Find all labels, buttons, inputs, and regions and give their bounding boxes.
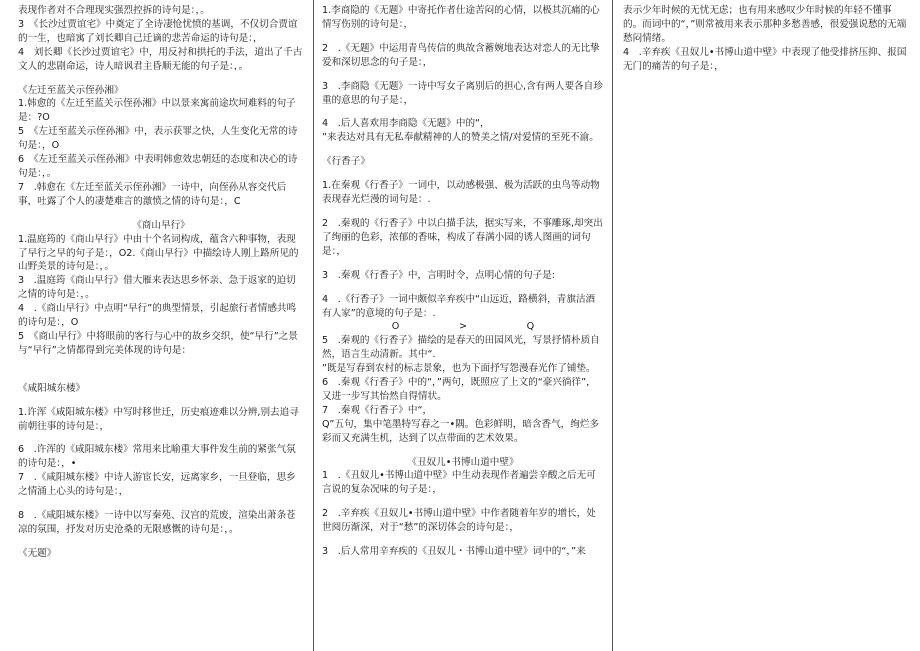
question-text: 2 .《无题》中运用青鸟传信的典故含蓄婉地表达对恋人的无比挚爱和深切思念的句子是：， [322,42,600,68]
spacer [322,535,604,545]
stray-mark: > [458,321,468,333]
section-heading: 《商山早行》 [132,219,190,231]
question-text: 3 .温庭筠《商山早行》借大雁来表达思乡怀亲、急于返家的迫切之情的诗句是：，。 [18,275,296,301]
question-text: 1.韩愈的《左迁至蓝关示侄孙湘》中以景来寓前途坎坷难料的句子是：?O [18,98,296,124]
question-text: 1.在秦观《行香子》一词中，以动感极强、极为活跃的虫鸟等动物表现春光烂漫的词句是：. [322,180,600,206]
spacer [322,497,604,507]
question-text: Q”五句，集中笔墨特写春之一•隅。色彩鲜明，暗含香气，绚烂多彩而又充满生机，达到了以点带面的艺术效果。 [322,418,600,444]
spacer [322,283,604,293]
question-text: 2 .辛弃疾《丑奴儿•书博山道中壁》中作者随着年岁的增长，处世阅历渐深，对于“愁”的深切体会的诗句是：， [322,508,596,534]
spacer [322,259,604,269]
question-text: 4 .辛弃疾《丑奴儿•书博山道中壁》中表现了他受排挤压抑、报国无门的痛苦的句子是：， [623,46,907,72]
column-divider-2 [612,0,613,651]
spacer [18,433,304,443]
question-text: 7 .秦观《行香子》中“， [322,404,433,416]
question-text: 4 .后人喜欢用李商隐《无题》中的“， [322,118,490,130]
stray-mark: O [391,321,400,333]
spacer [322,107,604,117]
question-text: 表现作者对不合理现实强烈控拆的诗句是：，。 [18,5,210,16]
question-text: 3 .秦观《行香子》中，言明时令，点明心情的句子是: [322,269,556,281]
question-text: 4 刘长卿《长沙过贾谊宅》中，用反衬和拱托的手法，道出了千古文人的悲剧命运，诗人暗讽君主昏顺无能的句子是：，。 [18,46,303,72]
question-text: 3 《长沙过贾谊宅》中奠定了全诗凄怆忧愤的基调，不仅切合贾谊的一生，也暗寓了刘长卿自己迁谪的悲苦命运的诗句是：， [18,18,298,44]
question-text: 《左迁至蓝关示侄孙湘》 [18,84,124,96]
spacer [322,32,604,42]
question-text: 表示少年时候的无忧无虑；也有用来感叹少年时候的年轻不懂事的。而词中的“，”则常被用来表示那种多愁善感，很爱强说愁的无端愁闷情绪。 [623,5,907,44]
question-text: 8 .《咸阳城东楼》一诗中以写秦苑、汉宫的荒废，渲染出萧条苍凉的氛围，抒发对历史沧桑的无限感慨的诗句是：，。 [18,510,296,535]
section-heading: 《丑奴儿•书博山道中壁》 [407,456,519,468]
spacer [322,145,604,155]
question-text: ”既是写春到农村的标志景象，也为下面抒写怨漫春光作了铺垫。 [322,363,596,375]
question-text: 《行香子》 [322,156,370,168]
column-divider-1 [313,0,314,651]
question-text: 5 《左迁至蓝关示侄孙湘》中，表示获罪之快，人生变化无常的诗句是：，O [18,126,298,152]
question-text: 3 .后人常用辛弃疾的《丑奴儿・书博山道中壁》词中的“，”来 [322,546,586,558]
spacer [322,446,604,456]
question-text: ”来表达对具有无私奉献精神的人的赞美之情/对爱情的至死不渝。 [322,132,599,144]
spacer [18,209,304,219]
question-text: 1.李商隐的《无题》中寄托作者仕途苦闷的心情，以极其沉痛的心情写伤别的诗句是：， [322,5,600,30]
stray-marks [322,320,604,334]
text-column-2 [318,4,608,651]
question-text: 3 .李商隐《无题》一诗中写女子离别后的担心,含有两人要各自珍重的意思的句子是：， [322,80,603,106]
question-text: 1 .《丑奴儿•书博山道中壁》中生动表现作者遍尝辛酸之后无可言说的复杂况味的句子是：， [322,470,596,496]
question-text: 6 .秦观《行香子》中的“，”两句，既照应了上文的“豪兴徜徉”，又进一步写其怡然自得情状。 [322,377,596,402]
question-text: 6 《左迁至蓝关示侄孙湘》中表明韩愈效忠朝廷的态度和决心的诗句是：，。 [18,154,298,179]
question-text: 5 .秦观的《行香子》描绘的是春天的田园风光，写景抒情朴质自然，语言生动清新。其中“. [322,335,600,361]
question-text: 7 .韩愈在《左迁至蓝关示侄孙湘》一诗中，向侄孙从容交代后事，吐露了个人的凄楚难言的激愤之情的诗句是：，C [18,181,287,207]
question-text: 2 .秦观的《行香子》中以白描手法，据实写来，不事雕琢,却突出了绚丽的色彩，浓郁的香味，构成了春满小园的诱人图画的词句是：， [322,217,603,257]
question-text: 1.许浑《咸阳城东楼》中写时移世迁，历史痕迹难以分辨,别去追寻前朝往事的诗句是：， [18,406,299,432]
spacer [322,169,604,179]
question-text: 《咸阳城东楼》 [18,382,86,394]
stray-mark: Q [526,321,535,333]
spacer [18,396,304,406]
text-column-3 [619,4,911,651]
spacer [18,537,304,547]
question-text: 7 .《咸阳城东楼》中诗人游宦长安，远离家乡，一旦登临，思乡之情涌上心头的诗句是：， [18,472,296,498]
text-column-1 [14,4,308,651]
spacer [322,70,604,80]
spacer [18,499,304,509]
question-text: 6 .许浑的《咸阳城东楼》常用来比喻重大事件发生前的紧张气氛的诗句是：，• [18,444,296,470]
question-text: 《无题》 [18,547,57,559]
question-text: 4 .《行香子》一词中颇似辛弃疾中“山远近，路横斜，青旗沽酒有人家”的意境的句子是：. [322,293,596,319]
question-text: 4 .《商山早行》中点明“早行”的典型情景，引起旅行者情感共鸣的诗句是：，O [18,303,297,329]
spacer [322,207,604,217]
spacer [18,358,304,382]
question-text: 1.温庭筠的《商山早行》中由十个名词构成，蕴含六种事物，表现了早行之早的句子是：，O2.《商山早行》中描绘诗人刚上路所见的山野美景的诗句是：，。 [18,233,299,273]
spacer [18,74,304,84]
question-text: 5 《商山早行》中将眼前的客行与心中的故乡交织，使“早行”之景与“早行”之情都得到完美体现的诗句是： [18,330,298,356]
